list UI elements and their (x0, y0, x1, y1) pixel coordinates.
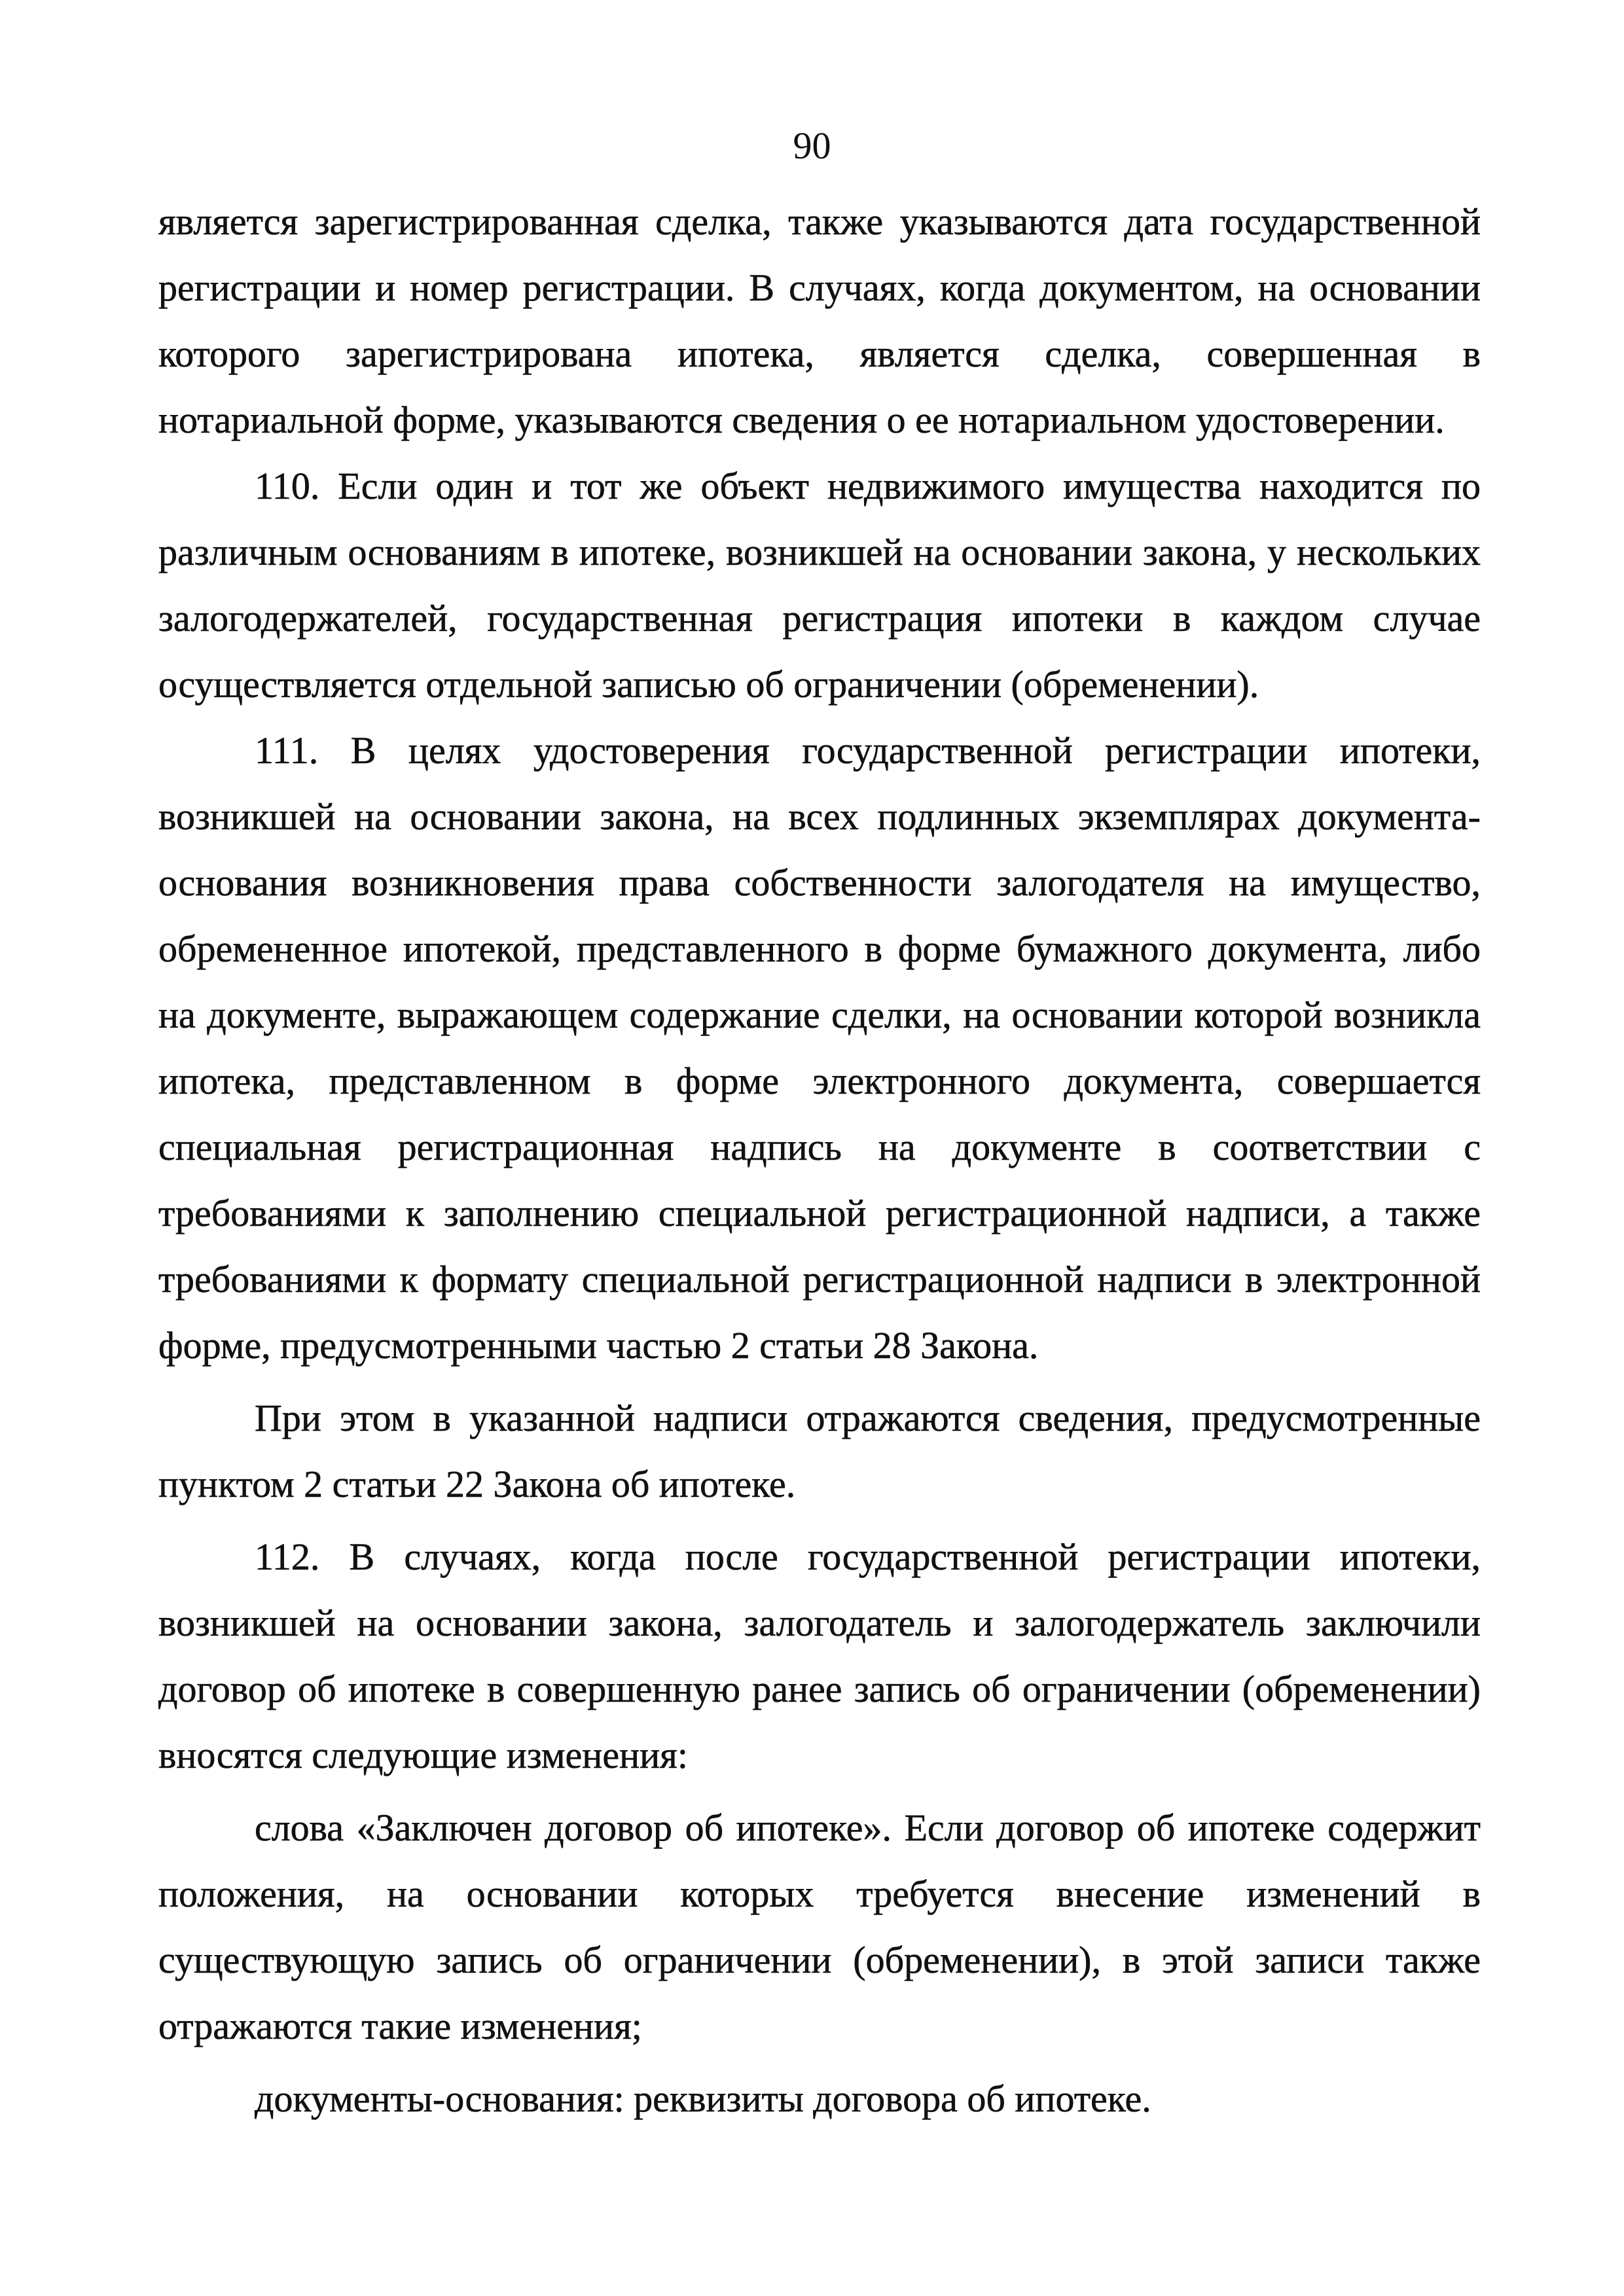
paragraph-item-112: 112. В случаях, когда после государственной регистрации ипотеки, возникшей на основании закона, залогодатель и залогодержатель заключили договор об ипотеке в совершенную ранее запись об ограничении (обременении) вносятся следующие изменения: (158, 1535, 1481, 1776)
paragraph-item-112-documents: документы-основания: реквизиты договора об ипотеке. (255, 2077, 1151, 2120)
paragraph-item-110: 110. Если один и тот же объект недвижимого имущества находится по различным основаниям в ипотеке, возникшей на основании закона, у нескольких залогодержателей, государственная регистрация ипотеки в каждом случае осуществляется отдельной записью об ограничении (обременении). (158, 465, 1481, 706)
paragraph-item-111-note: При этом в указанной надписи отражаются сведения, предусмотренные пунктом 2 статьи 22 Закона об ипотеке. (158, 1397, 1481, 1505)
paragraph-item-111: 111. В целях удостоверения государственной регистрации ипотеки, возникшей на основании закона, на всех подлинных экземплярах документа-основания возникновения права собственности залогодателя на имущество, обремененное ипотекой, представленного в форме бумажного документа, либо на документе, выражающем содержание сделки, на основании которой возникла ипотека, представленном в форме электронного документа, совершается специальная регистрационная надпись на документе в соответствии с требованиями к заполнению специальной регистрационной надписи, а также требованиями к формату специальной регистрационной надписи в электронной форме, предусмотренными частью 2 статьи 28 Закона. (158, 729, 1481, 1367)
document-body (158, 188, 1481, 2132)
paragraph-item-112-words: слова «Заключен договор об ипотеке». Если договор об ипотеке содержит положения, на основании которых требуется внесение изменений в существующую запись об ограничении (обременении), в этой записи также отражаются такие изменения; (158, 1806, 1481, 2047)
page-number: 90 (793, 124, 831, 167)
paragraph-continuation: является зарегистрированная сделка, также указываются дата государственной регистрации и номер регистрации. В случаях, когда документом, на основании которого зарегистрирована ипотека, является сделка, совершенная в нотариальной форме, указываются сведения о ее нотариальном удостоверении. (158, 200, 1481, 441)
